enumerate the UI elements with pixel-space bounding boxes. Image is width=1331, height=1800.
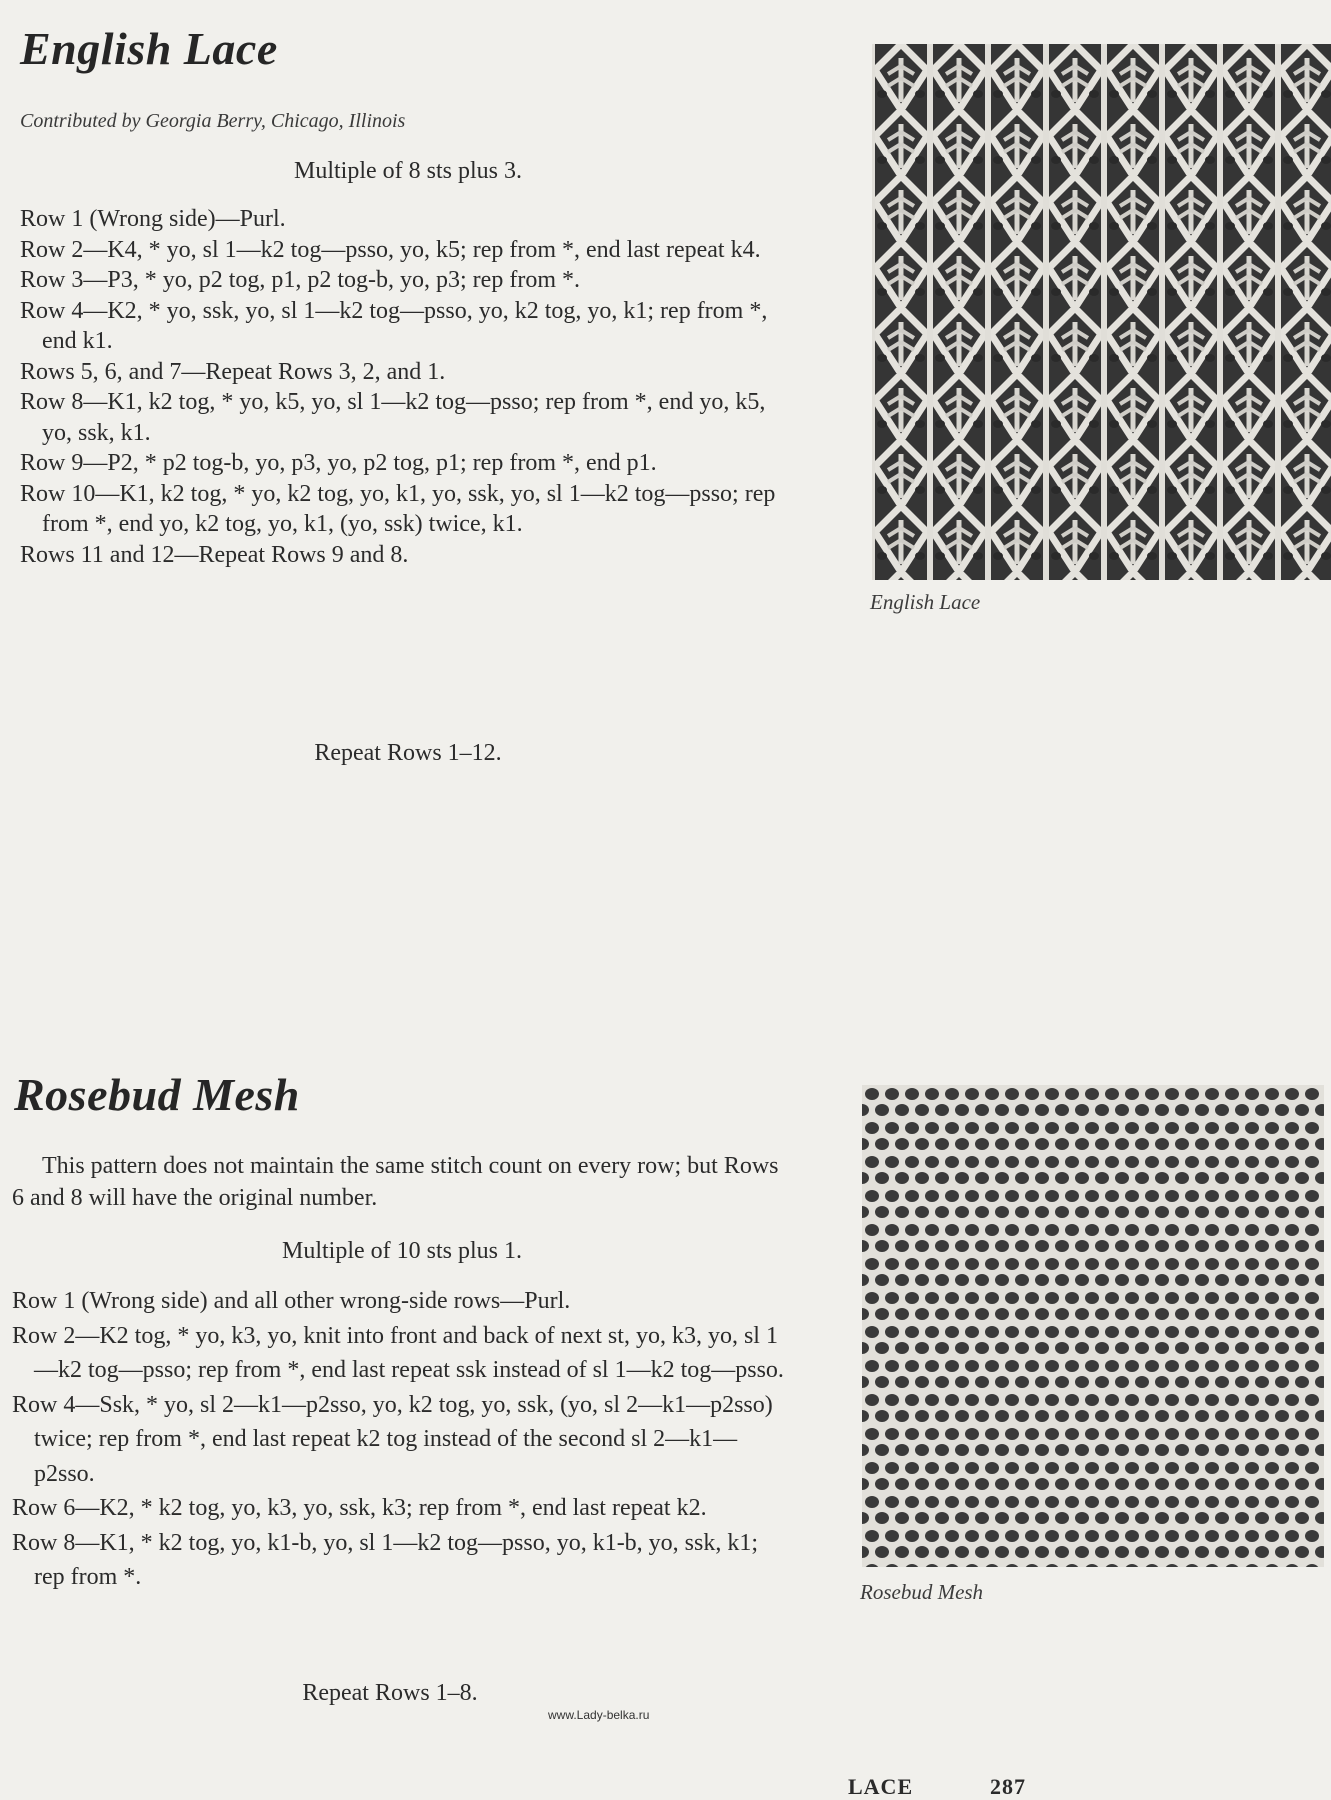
- instruction-row: Row 8—K1, k2 tog, * yo, k5, yo, sl 1—k2 tog—psso; rep from *, end yo, k5, yo, ssk, k1.: [20, 389, 766, 446]
- page-number: 287: [990, 1774, 1026, 1799]
- instruction-row: Row 6—K2, * k2 tog, yo, k3, yo, ssk, k3; rep from *, end last repeat k2.: [12, 1495, 707, 1521]
- english-lace-title: English Lace: [20, 23, 278, 74]
- intro-paragraph: This pattern does not maintain the same stitch count on every row; but Rows 6 and 8 will have the original number.: [12, 1153, 779, 1211]
- rosebud-mesh-repeat: Repeat Rows 1–8.: [302, 1680, 478, 1706]
- instruction-row: Row 2—K4, * yo, sl 1—k2 tog—psso, yo, k5; rep from *, end last repeat k4.: [20, 236, 761, 263]
- rosebud-mesh-intro: [12, 1150, 792, 1214]
- instruction-row: Row 10—K1, k2 tog, * yo, k2 tog, yo, k1, yo, ssk, yo, sl 1—k2 tog—psso; rep from *, end yo, k2 tog, yo, k1, (yo, ssk) twice, k1.: [20, 480, 776, 537]
- instruction-row: Row 2—K2 tog, * yo, k3, yo, knit into front and back of next st, yo, k3, yo, sl 1—k2 tog—psso; rep from *, end last repeat ssk instead of sl 1—k2 tog—psso.: [12, 1322, 784, 1383]
- english-lace-swatch-image: [872, 44, 1331, 580]
- section-label: LACE: [848, 1774, 914, 1799]
- english-lace-credit: Contributed by Georgia Berry, Chicago, Illinois: [20, 110, 406, 132]
- instruction-row: Rows 5, 6, and 7—Repeat Rows 3, 2, and 1.: [20, 358, 446, 385]
- english-lace-multiple: Multiple of 8 sts plus 3.: [293, 158, 522, 184]
- instruction-row: Row 1 (Wrong side) and all other wrong-side rows—Purl.: [12, 1288, 571, 1314]
- instruction-row: Row 8—K1, * k2 tog, yo, k1-b, yo, sl 1—k2 tog—psso, yo, k1-b, yo, ssk, k1; rep from *.: [12, 1529, 759, 1590]
- instruction-row: Rows 11 and 12—Repeat Rows 9 and 8.: [20, 541, 409, 568]
- instruction-row: Row 1 (Wrong side)—Purl.: [20, 206, 286, 232]
- rosebud-mesh-caption: Rosebud Mesh: [860, 1580, 984, 1604]
- english-lace-instructions: [20, 204, 800, 570]
- rosebud-mesh-instructions: [12, 1284, 792, 1595]
- instruction-row: Row 3—P3, * yo, p2 tog, p1, p2 tog-b, yo, p3; rep from *.: [20, 267, 580, 293]
- rosebud-mesh-swatch-image: [862, 1085, 1324, 1567]
- english-lace-caption: English Lace: [870, 590, 981, 614]
- watermark-url: www.Lady-belka.ru: [548, 1708, 650, 1722]
- english-lace-repeat: Repeat Rows 1–12.: [314, 740, 502, 766]
- instruction-row: Row 4—Ssk, * yo, sl 2—k1—p2sso, yo, k2 tog, yo, ssk, (yo, sl 2—k1—p2sso) twice; rep from *, end last repeat k2 tog instead of the second sl 2—k1—p2sso.: [12, 1391, 773, 1487]
- rosebud-mesh-title: Rosebud Mesh: [14, 1069, 300, 1120]
- rosebud-mesh-multiple: Multiple of 10 sts plus 1.: [281, 1238, 522, 1264]
- instruction-row: Row 9—P2, * p2 tog-b, yo, p3, yo, p2 tog, p1; rep from *, end p1.: [20, 450, 657, 476]
- instruction-row: Row 4—K2, * yo, ssk, yo, sl 1—k2 tog—psso, yo, k2 tog, yo, k1; rep from *, end k1.: [20, 297, 768, 354]
